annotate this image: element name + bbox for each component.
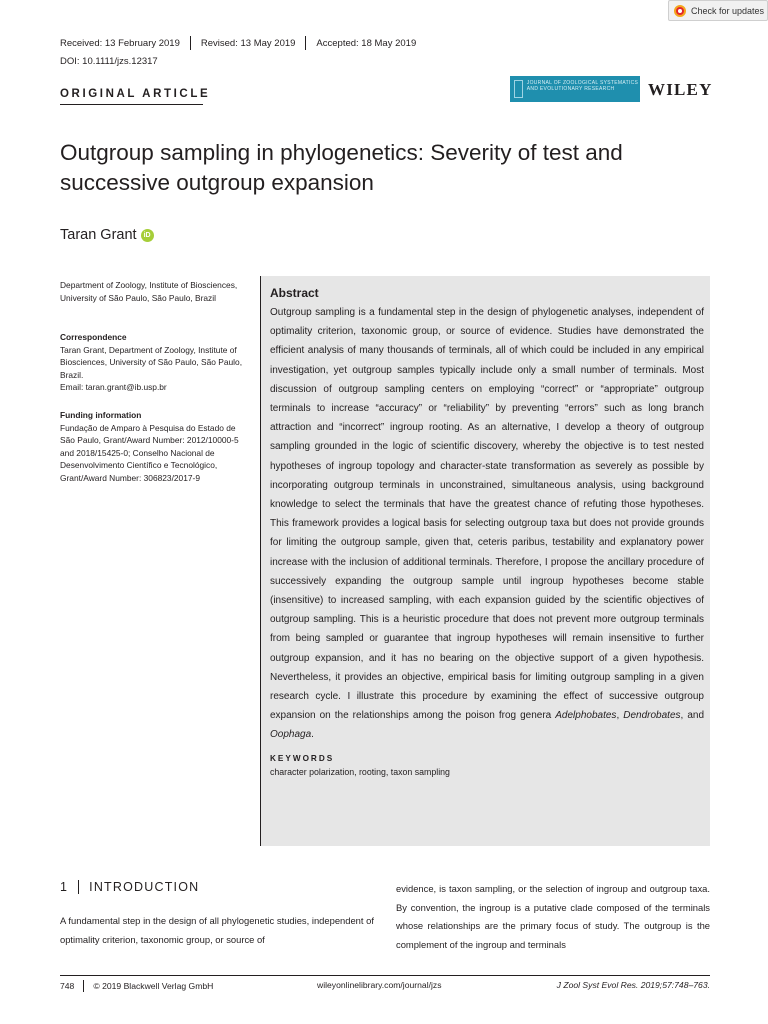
publisher-logo: WILEY — [648, 80, 713, 99]
genus-dendrobates: Dendrobates — [623, 710, 681, 722]
funding-block — [60, 409, 245, 484]
abstract-end: . — [311, 729, 314, 741]
correspondence-address: Taran Grant, Department of Zoology, Institute of Biosciences, University of São Paulo, São Paulo, Brazil. — [60, 344, 243, 380]
crossmark-icon — [674, 5, 686, 17]
divider — [78, 880, 79, 894]
abstract-heading: Abstract — [270, 286, 319, 300]
abstract-text — [270, 303, 704, 745]
affiliation: Department of Zoology, Institute of Biosciences, University of São Paulo, São Paulo, Brazil — [60, 280, 238, 303]
divider — [305, 36, 306, 50]
section-title: INTRODUCTION — [89, 880, 200, 894]
genus-adelphobates: Adelphobates — [555, 710, 617, 722]
keywords-heading: KEYWORDS — [270, 753, 335, 763]
orcid-icon[interactable]: iD — [141, 229, 154, 242]
check-for-updates-button[interactable] — [668, 0, 768, 21]
divider — [190, 36, 191, 50]
article-history — [60, 36, 416, 50]
section-number: 1 — [60, 880, 69, 894]
doi-link[interactable]: DOI: 10.1111/jzs.12317 — [60, 56, 158, 67]
author-line — [60, 227, 154, 243]
correspondence-heading: Correspondence — [60, 332, 127, 342]
divider — [83, 980, 84, 992]
citation: J Zool Syst Evol Res. 2019;57:748–763. — [556, 980, 710, 990]
intro-paragraph-left: A fundamental step in the design of all phylogenetic studies, independent of optimality criterion, taxonomic group, or source of — [60, 915, 374, 945]
keywords-list: character polarization, rooting, taxon sampling — [270, 766, 450, 777]
accepted-date: Accepted: 18 May 2019 — [316, 37, 417, 49]
article-type-underline — [60, 104, 203, 105]
genus-oophaga: Oophaga — [270, 729, 312, 741]
page-number: 748 — [60, 981, 75, 991]
abstract-separator: , and — [680, 710, 704, 722]
received-date: Received: 13 February 2019 — [60, 37, 180, 49]
journal-logo-text: JOURNAL OF ZOOLOGICAL SYSTEMATICS AND EVOLUTIONARY RESEARCH — [526, 80, 639, 92]
journal-url[interactable]: wileyonlinelibrary.com/journal/jzs — [317, 980, 442, 990]
intro-paragraph-right: evidence, is taxon sampling, or the selection of ingroup and outgroup taxa. By convention, the ingroup is a putative clade composed of the terminals whose relationships are the primary focus of study. The outgroup is the complement of the ingroup and terminals — [396, 883, 710, 950]
abstract-box — [260, 276, 710, 846]
journal-logo-mark — [514, 80, 523, 98]
abstract-separator: , — [616, 710, 624, 722]
copyright: © 2019 Blackwell Verlag GmbH — [93, 981, 214, 991]
section-heading — [60, 880, 199, 894]
correspondence-email[interactable]: Email: taran.grant@ib.usp.br — [60, 382, 167, 392]
footer-left — [60, 980, 213, 992]
correspondence-block — [60, 331, 245, 394]
author-name[interactable]: Taran Grant — [60, 227, 137, 243]
article-type: ORIGINAL ARTICLE — [60, 88, 211, 100]
footer-rule — [60, 975, 710, 976]
revised-date: Revised: 13 May 2019 — [200, 37, 296, 49]
journal-logo — [510, 76, 640, 102]
check-for-updates-label: Check for updates — [691, 5, 765, 16]
abstract-body: Outgroup sampling is a fundamental step in the design of phylogenetic analyses, independent of optimality criterion, taxonomic group, or source of evidence. Studies have demonstrated the efficient analysis of many thousands of terminals, all of which could be included in any empirical investigation, yet outgroup samples typically include only a small number of terminals. Most discussion of outgroup sampling centers on employing “correct” or “appropriate” outgroup terminals to increase “accuracy” or “reliability” by preventing “errors” such as long branch attraction and “incorrect” ingroup rooting. As an alternative, I develop a theory of outgroup sampling grounded in the logic of scientific discovery, whereby the objective is to test nested hypotheses of ingroup topology and character-state transformation as severely as possible by incorporating outgroup terminals in unconstrained, simultaneous analysis, using background knowledge to select the terminals that have the greatest chance of refuting those hypotheses. This framework provides a logical basis for selecting outgroup taxa but does not provide grounds for limiting the outgroup sample, given that, ceteris paribus, testability and explanatory power increase with the inclusion of additional terminals. Therefore, I propose the ancillary procedure of successively expanding the outgroup sample until ingroup hypotheses become stable (insensitive) to increased sampling, with each expansion guided by the scientific objectives of outgroup sampling. This is a heuristic procedure that does not prevent more outgroup terminals from being sampled or guarantee that ingroup hypotheses will remain insensitive to further outgroup expansion, and it has no bearing on the objective support of a given hypothesis. Nevertheless, it provides an objective, empirical basis for limiting outgroup sampling in a given research cycle. I illustrate this procedure by examining the effect of successive outgroup expansion on the relationships among the poison frog genera — [270, 307, 704, 722]
funding-text: Fundação de Amparo à Pesquisa do Estado de São Paulo, Grant/Award Number: 2012/10000-5 and 2018/15425-0; Conselho Nacional de Desenvolvimento Científico e Tecnológico, Grant/Award Number: 306823/2017-9 — [60, 422, 239, 483]
funding-heading: Funding information — [60, 410, 142, 420]
paper-title: Outgroup sampling in phylogenetics: Severity of test and successive outgroup expansion — [60, 140, 623, 195]
